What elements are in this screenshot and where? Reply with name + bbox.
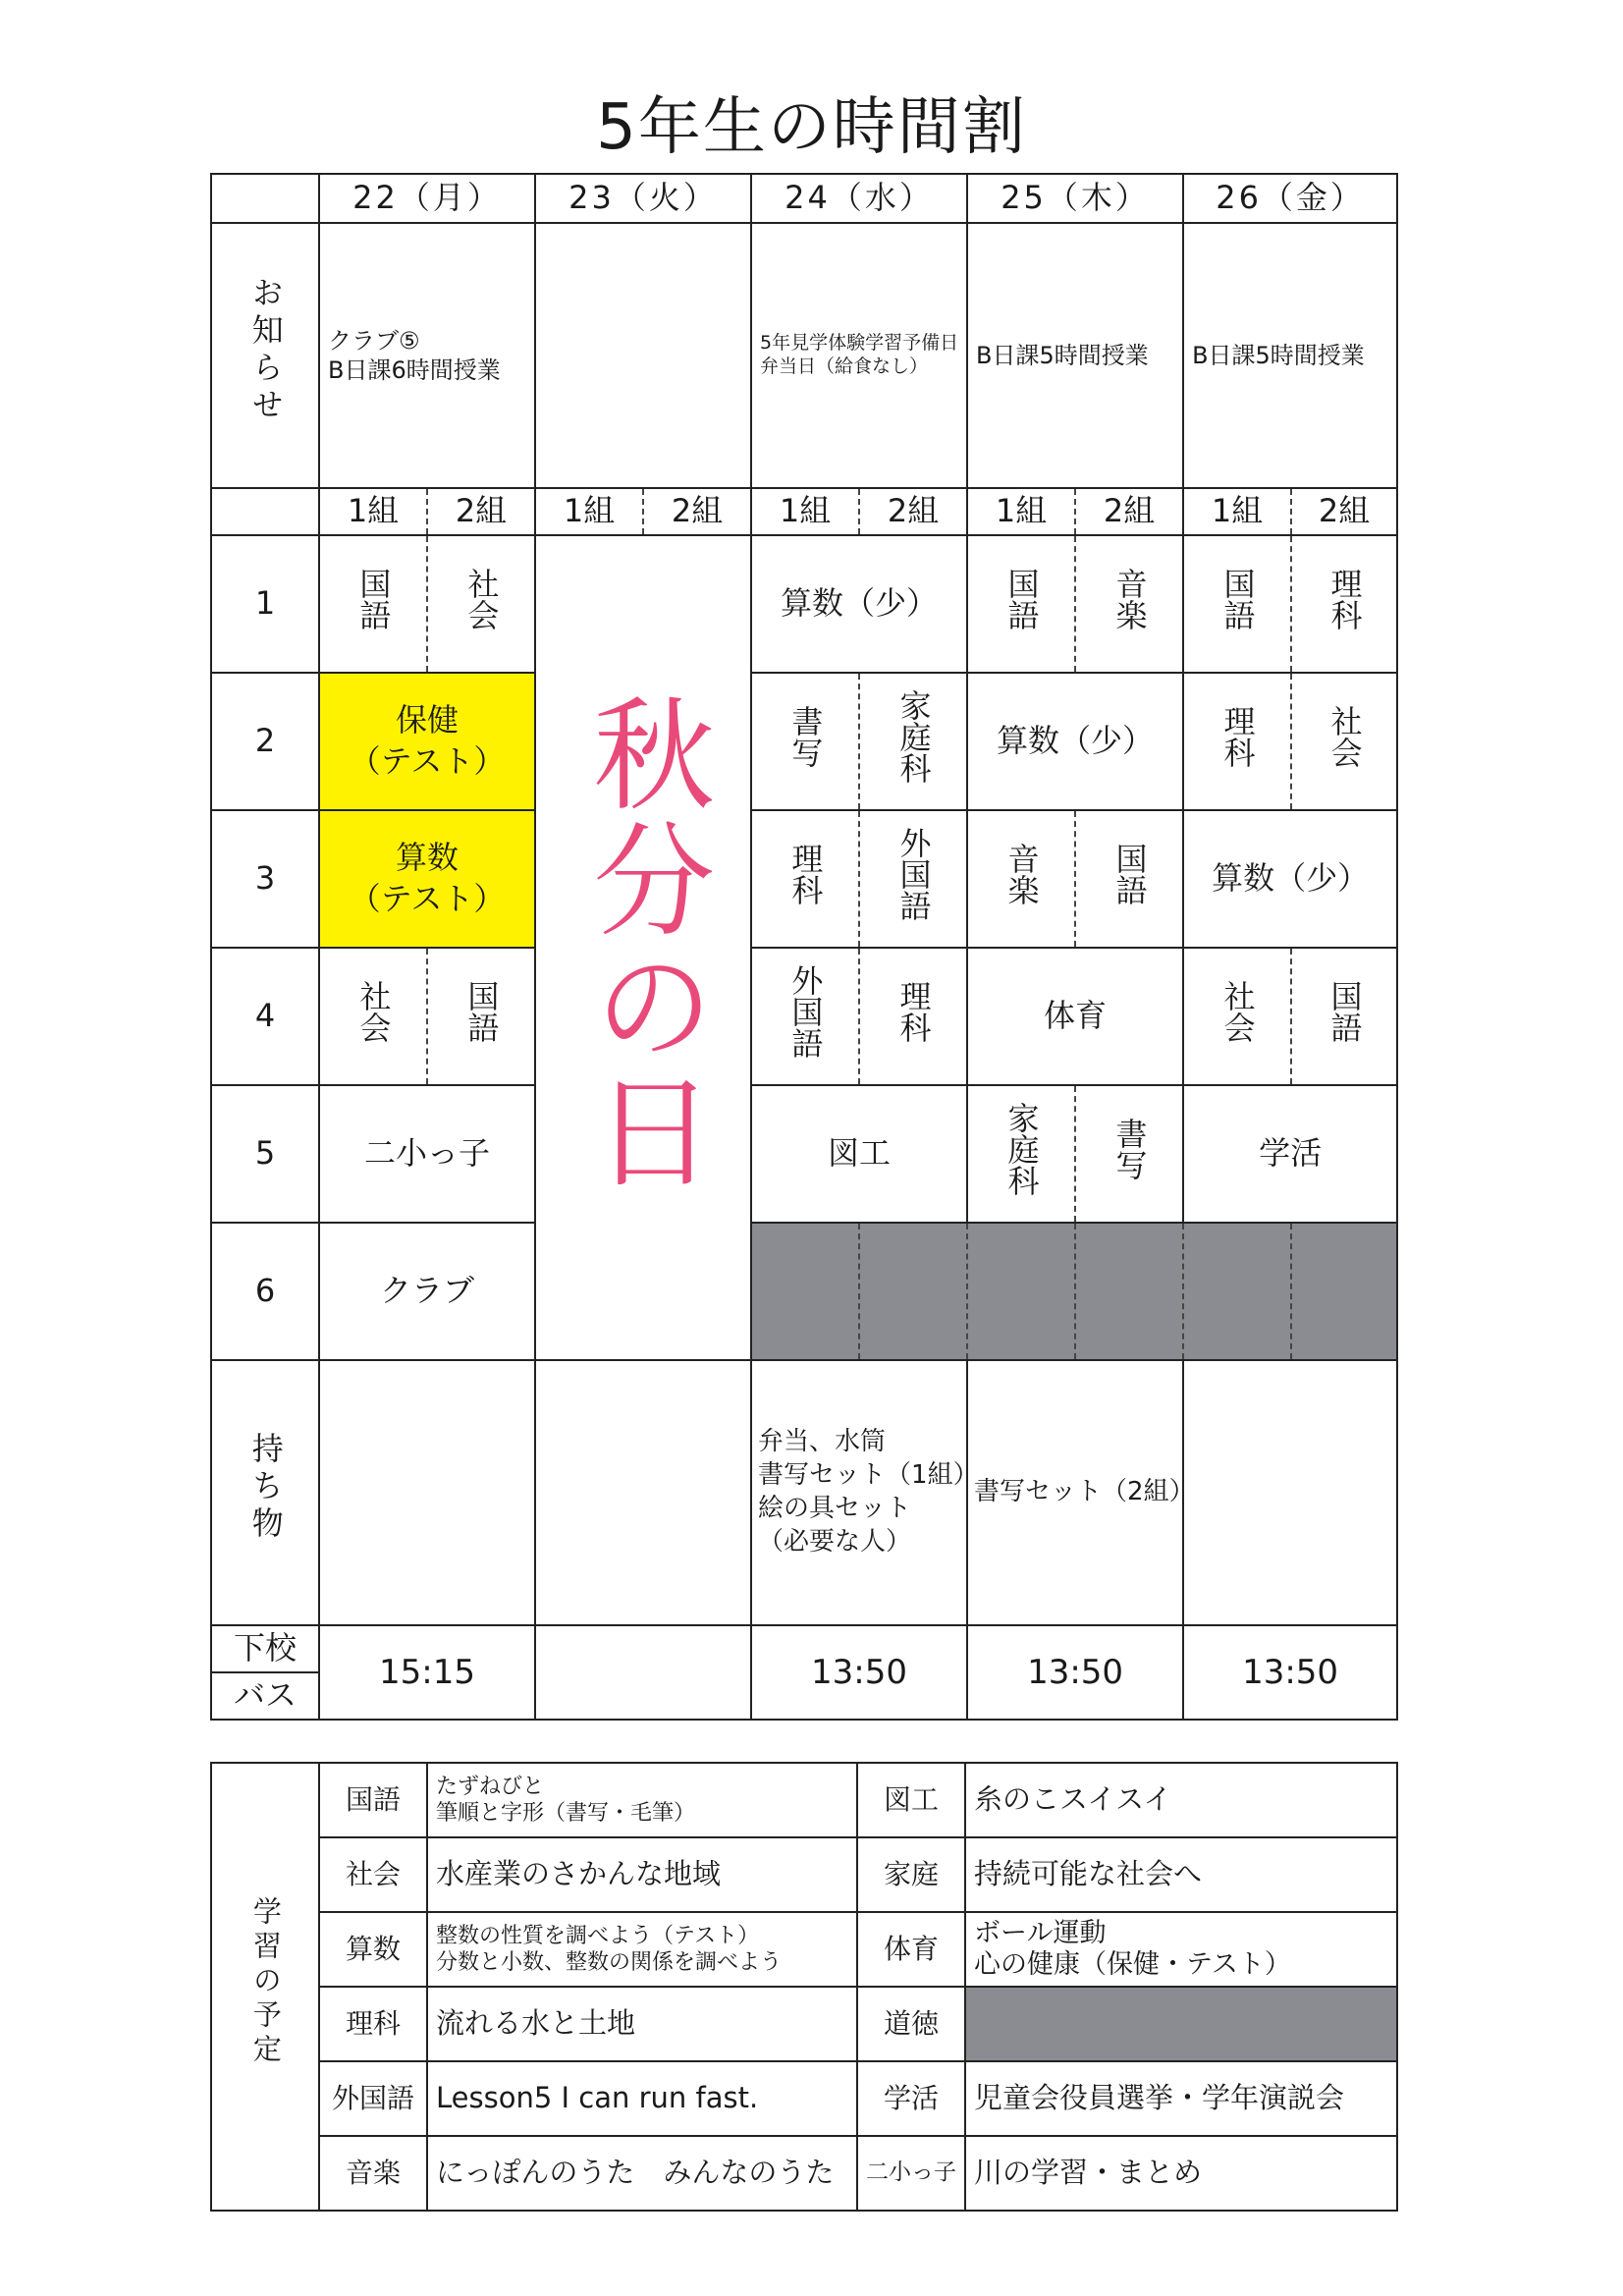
plan-subject: 二小っ子 [857,2136,965,2211]
lesson-cell: 国語 [1183,535,1291,673]
class-label: 1組 [319,488,427,535]
no-class-cell [1291,1223,1397,1360]
notice-tue [535,223,751,488]
lesson-cell: 学活 [1183,1085,1397,1223]
plan-content: 水産業のさかんな地域 [427,1837,857,1912]
no-class-cell [1183,1223,1291,1360]
plan-content: 児童会役員選挙・学年演説会 [965,2061,1397,2136]
holiday-cell: 秋分の日 [535,535,751,1360]
plan-content: 糸のこスイスイ [965,1763,1397,1837]
lesson-cell: 音楽 [967,810,1075,948]
dismissal-time: 13:50 [1183,1625,1397,1720]
belongings-wed: 弁当、水筒 書写セット（1組） 絵の具セット （必要な人） [751,1360,967,1625]
class-row-corner [211,488,319,535]
period-number: 5 [211,1085,319,1223]
notice-wed: 5年見学体験学習予備日 弁当日（給食なし） [751,223,967,488]
lesson-cell: 家庭科 [859,673,967,810]
plan-subject: 社会 [319,1837,427,1912]
lesson-cell: 二小っ子 [319,1085,535,1223]
lesson-cell: 書写 [1075,1085,1183,1223]
notice-thu: B日課5時間授業 [967,223,1183,488]
period-number: 6 [211,1223,319,1360]
lesson-cell: 国語 [967,535,1075,673]
period-number: 3 [211,810,319,948]
day-header-fri: 26（金） [1183,174,1397,223]
dismissal-label: 下校 [211,1625,319,1672]
page-title: 5年生の時間割 [596,91,1027,164]
no-class-cell [751,1223,859,1360]
plan-subject: 学活 [857,2061,965,2136]
timetable [210,173,1398,1721]
belongings-thu: 書写セット（2組） [967,1360,1183,1625]
plan-subject: 家庭 [857,1837,965,1912]
plan-content: 流れる水と土地 [427,1987,857,2061]
plan-subject: 理科 [319,1987,427,2061]
belongings-tue [535,1360,751,1625]
plan-subject: 音楽 [319,2136,427,2211]
lesson-cell: 音楽 [1075,535,1183,673]
plan-subject: 図工 [857,1763,965,1837]
lesson-cell: 国語 [427,948,535,1085]
belongings-fri [1183,1360,1397,1625]
lesson-cell: 理科 [1291,535,1397,673]
plan-subject: 国語 [319,1763,427,1837]
lesson-cell: 算数（少） [1183,810,1397,948]
lesson-cell: 理科 [1183,673,1291,810]
plan-subject: 算数 [319,1912,427,1987]
lesson-cell: 算数（少） [967,673,1183,810]
lesson-cell: 社会 [319,948,427,1085]
plan-label: 学習の予定 [211,1763,319,2211]
period-number: 2 [211,673,319,810]
notice-mon: クラブ⑤ B日課6時間授業 [319,223,535,488]
no-class-cell [1075,1223,1183,1360]
lesson-cell: 理科 [751,810,859,948]
day-header-thu: 25（木） [967,174,1183,223]
plan-subject: 道徳 [857,1987,965,2061]
bus-label: バス [211,1672,319,1720]
plan-content: にっぽんのうた みんなのうた [427,2136,857,2211]
day-header-wed: 24（水） [751,174,967,223]
day-header-tue: 23（火） [535,174,751,223]
class-label: 1組 [535,488,643,535]
plan-subject: 体育 [857,1912,965,1987]
class-label: 1組 [967,488,1075,535]
notices-label: お知らせ [211,223,319,488]
class-label: 2組 [1075,488,1183,535]
lesson-cell: クラブ [319,1223,535,1360]
lesson-cell: 国語 [319,535,427,673]
no-class-cell [859,1223,967,1360]
corner-cell [211,174,319,223]
learning-plan [210,1762,1398,2212]
class-label: 2組 [859,488,967,535]
day-header-mon: 22（月） [319,174,535,223]
belongings-mon [319,1360,535,1625]
lesson-cell: 外国語 [751,948,859,1085]
plan-content: たずねびと 筆順と字形（書写・毛筆） [427,1763,857,1837]
lesson-cell-test: 算数 （テスト） [319,810,535,948]
plan-content: Lesson5 I can run fast. [427,2061,857,2136]
no-class-cell [967,1223,1075,1360]
lesson-cell: 社会 [1183,948,1291,1085]
lesson-cell: 理科 [859,948,967,1085]
class-label: 2組 [643,488,751,535]
dismissal-time: 15:15 [319,1625,535,1720]
period-number: 4 [211,948,319,1085]
lesson-cell: 体育 [967,948,1183,1085]
plan-content: 持続可能な社会へ [965,1837,1397,1912]
lesson-cell: 図工 [751,1085,967,1223]
period-number: 1 [211,535,319,673]
lesson-cell: 書写 [751,673,859,810]
lesson-cell: 国語 [1291,948,1397,1085]
dismissal-time: 13:50 [751,1625,967,1720]
lesson-cell: 外国語 [859,810,967,948]
dismissal-time [535,1625,751,1720]
notice-fri: B日課5時間授業 [1183,223,1397,488]
dismissal-time: 13:50 [967,1625,1183,1720]
plan-content: 整数の性質を調べよう（テスト） 分数と小数、整数の関係を調べよう [427,1912,857,1987]
plan-subject: 外国語 [319,2061,427,2136]
class-label: 2組 [427,488,535,535]
lesson-cell: 国語 [1075,810,1183,948]
plan-content: 川の学習・まとめ [965,2136,1397,2211]
lesson-cell: 算数（少） [751,535,967,673]
lesson-cell: 家庭科 [967,1085,1075,1223]
plan-content: ボール運動 心の健康（保健・テスト） [965,1912,1397,1987]
class-label: 1組 [751,488,859,535]
lesson-cell: 社会 [1291,673,1397,810]
class-label: 1組 [1183,488,1291,535]
belongings-label: 持ち物 [211,1360,319,1625]
lesson-cell-test: 保健 （テスト） [319,673,535,810]
lesson-cell: 社会 [427,535,535,673]
class-label: 2組 [1291,488,1397,535]
plan-content-empty [965,1987,1397,2061]
